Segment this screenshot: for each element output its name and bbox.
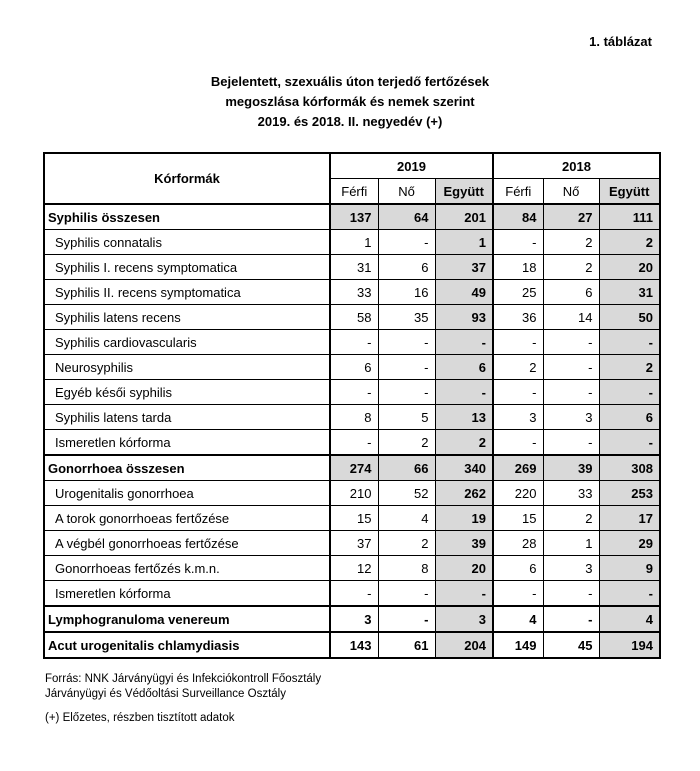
cell-2018-egyutt: 2	[599, 355, 660, 380]
table-row	[44, 581, 660, 607]
cell-2018-no: 2	[543, 230, 599, 255]
cell-2018-ferfi: 4	[493, 606, 543, 632]
cell-2018-ferfi: 25	[493, 280, 543, 305]
cell-2018-ferfi: -	[493, 230, 543, 255]
row-label: Gonorrhoea összesen	[44, 455, 330, 481]
cell-2018-ferfi: 18	[493, 255, 543, 280]
cell-2018-ferfi: 3	[493, 405, 543, 430]
header-egyutt: Együtt	[599, 179, 660, 205]
header-year-2018: 2018	[493, 153, 660, 179]
cell-2018-no: 14	[543, 305, 599, 330]
cell-2018-no: -	[543, 355, 599, 380]
cell-2019-no: 64	[378, 204, 435, 230]
table-row	[44, 531, 660, 556]
table-row	[44, 430, 660, 456]
cell-2018-no: 3	[543, 405, 599, 430]
cell-2019-no: 2	[378, 531, 435, 556]
cell-2018-egyutt: 9	[599, 556, 660, 581]
cell-2018-egyutt: -	[599, 430, 660, 456]
title-line-2: megoszlása kórformák és nemek szerint	[225, 94, 475, 109]
cell-2018-no: -	[543, 380, 599, 405]
header-egyutt: Együtt	[435, 179, 493, 205]
row-label: Syphilis I. recens symptomatica	[44, 255, 330, 280]
table-row	[44, 255, 660, 280]
cell-2018-ferfi: 28	[493, 531, 543, 556]
cell-2018-egyutt: 4	[599, 606, 660, 632]
row-label: A végbél gonorrhoeas fertőzése	[44, 531, 330, 556]
source-line-2: Járványügyi és Védőoltási Surveillance Osztály	[45, 688, 286, 700]
cell-2019-no: -	[378, 581, 435, 607]
header-ferfi: Férfi	[493, 179, 543, 205]
cell-2019-ferfi: 8	[330, 405, 378, 430]
table-row	[44, 632, 660, 658]
cell-2019-no: 8	[378, 556, 435, 581]
cell-2019-egyutt: -	[435, 581, 493, 607]
cell-2018-no: 39	[543, 455, 599, 481]
header-ferfi: Férfi	[330, 179, 378, 205]
cell-2019-no: 2	[378, 430, 435, 456]
cell-2019-egyutt: 39	[435, 531, 493, 556]
cell-2018-egyutt: 31	[599, 280, 660, 305]
cell-2019-egyutt: 262	[435, 481, 493, 506]
cell-2019-egyutt: 19	[435, 506, 493, 531]
table-row	[44, 380, 660, 405]
cell-2019-egyutt: 1	[435, 230, 493, 255]
cell-2018-egyutt: 194	[599, 632, 660, 658]
cell-2018-ferfi: -	[493, 581, 543, 607]
cell-2019-ferfi: 58	[330, 305, 378, 330]
row-label: Egyéb késői syphilis	[44, 380, 330, 405]
row-label: Syphilis connatalis	[44, 230, 330, 255]
cell-2018-egyutt: 2	[599, 230, 660, 255]
cell-2018-no: -	[543, 330, 599, 355]
cell-2018-egyutt: -	[599, 581, 660, 607]
cell-2019-no: -	[378, 355, 435, 380]
table-number: 1. táblázat	[589, 34, 652, 49]
row-label: Urogenitalis gonorrhoea	[44, 481, 330, 506]
cell-2018-ferfi: 6	[493, 556, 543, 581]
row-label: Syphilis latens tarda	[44, 405, 330, 430]
cell-2019-egyutt: 6	[435, 355, 493, 380]
cell-2019-egyutt: 20	[435, 556, 493, 581]
table-row	[44, 506, 660, 531]
cell-2018-ferfi: 220	[493, 481, 543, 506]
cell-2019-ferfi: 143	[330, 632, 378, 658]
table-row	[44, 355, 660, 380]
table-row	[44, 230, 660, 255]
cell-2019-egyutt: 340	[435, 455, 493, 481]
row-label: Syphilis latens recens	[44, 305, 330, 330]
row-label: Acut urogenitalis chlamydiasis	[44, 632, 330, 658]
cell-2019-egyutt: 13	[435, 405, 493, 430]
cell-2019-no: 6	[378, 255, 435, 280]
cell-2018-no: 33	[543, 481, 599, 506]
table-row	[44, 280, 660, 305]
cell-2018-egyutt: 253	[599, 481, 660, 506]
cell-2019-egyutt: 37	[435, 255, 493, 280]
cell-2019-egyutt: 49	[435, 280, 493, 305]
title-line-1: Bejelentett, szexuális úton terjedő fertőzések	[210, 74, 490, 89]
cell-2018-egyutt: -	[599, 330, 660, 355]
cell-2019-ferfi: -	[330, 430, 378, 456]
cell-2019-ferfi: -	[330, 380, 378, 405]
row-label: Ismeretlen kórforma	[44, 581, 330, 607]
cell-2018-no: 45	[543, 632, 599, 658]
cell-2019-ferfi: -	[330, 581, 378, 607]
cell-2019-ferfi: 12	[330, 556, 378, 581]
cell-2019-no: 35	[378, 305, 435, 330]
header-year-2019: 2019	[330, 153, 493, 179]
table-row	[44, 606, 660, 632]
cell-2018-no: 1	[543, 531, 599, 556]
cell-2018-no: -	[543, 430, 599, 456]
source-note	[45, 672, 321, 702]
cell-2019-egyutt: 3	[435, 606, 493, 632]
row-label: Syphilis cardiovascularis	[44, 330, 330, 355]
cell-2019-no: -	[378, 330, 435, 355]
table-row	[44, 455, 660, 481]
cell-2019-no: 61	[378, 632, 435, 658]
cell-2018-ferfi: -	[493, 430, 543, 456]
cell-2019-ferfi: 6	[330, 355, 378, 380]
cell-2018-ferfi: -	[493, 330, 543, 355]
cell-2018-egyutt: 29	[599, 531, 660, 556]
cell-2019-no: 4	[378, 506, 435, 531]
cell-2019-no: -	[378, 606, 435, 632]
table-row	[44, 305, 660, 330]
cell-2019-no: -	[378, 230, 435, 255]
cell-2018-ferfi: 269	[493, 455, 543, 481]
header-row-years	[44, 153, 660, 179]
cell-2019-ferfi: 37	[330, 531, 378, 556]
cell-2018-no: 6	[543, 280, 599, 305]
cell-2019-no: 66	[378, 455, 435, 481]
cell-2018-egyutt: 308	[599, 455, 660, 481]
cell-2018-no: -	[543, 606, 599, 632]
cell-2019-egyutt: -	[435, 380, 493, 405]
cell-2019-ferfi: 274	[330, 455, 378, 481]
cell-2018-ferfi: -	[493, 380, 543, 405]
source-line-1: Forrás: NNK Járványügyi és Infekciókontroll Főosztály	[45, 673, 322, 685]
table-row	[44, 330, 660, 355]
cell-2019-no: -	[378, 380, 435, 405]
cell-2019-no: 5	[378, 405, 435, 430]
cell-2018-no: 27	[543, 204, 599, 230]
cell-2018-egyutt: 6	[599, 405, 660, 430]
cell-2018-egyutt: 20	[599, 255, 660, 280]
row-label: Syphilis II. recens symptomatica	[44, 280, 330, 305]
cell-2018-ferfi: 84	[493, 204, 543, 230]
cell-2018-egyutt: 111	[599, 204, 660, 230]
cell-2019-egyutt: -	[435, 330, 493, 355]
table-row	[44, 556, 660, 581]
cell-2019-egyutt: 201	[435, 204, 493, 230]
cell-2019-ferfi: 3	[330, 606, 378, 632]
cell-2019-ferfi: -	[330, 330, 378, 355]
cell-2018-egyutt: 17	[599, 506, 660, 531]
row-label: Syphilis összesen	[44, 204, 330, 230]
data-table	[43, 152, 661, 659]
cell-2018-egyutt: -	[599, 380, 660, 405]
cell-2019-ferfi: 137	[330, 204, 378, 230]
cell-2018-egyutt: 50	[599, 305, 660, 330]
cell-2019-ferfi: 31	[330, 255, 378, 280]
table-row	[44, 204, 660, 230]
cell-2019-egyutt: 204	[435, 632, 493, 658]
cell-2019-ferfi: 1	[330, 230, 378, 255]
cell-2018-ferfi: 149	[493, 632, 543, 658]
cell-2018-no: -	[543, 581, 599, 607]
row-label: A torok gonorrhoeas fertőzése	[44, 506, 330, 531]
row-label: Lymphogranuloma venereum	[44, 606, 330, 632]
cell-2019-ferfi: 15	[330, 506, 378, 531]
table-row	[44, 481, 660, 506]
row-label: Gonorrhoeas fertőzés k.m.n.	[44, 556, 330, 581]
cell-2019-egyutt: 2	[435, 430, 493, 456]
footnote: (+) Előzetes, részben tisztított adatok	[45, 712, 235, 724]
cell-2019-ferfi: 33	[330, 280, 378, 305]
cell-2019-no: 52	[378, 481, 435, 506]
cell-2019-ferfi: 210	[330, 481, 378, 506]
table-title	[0, 72, 700, 132]
header-no: Nő	[543, 179, 599, 205]
header-no: Nő	[378, 179, 435, 205]
table-row	[44, 405, 660, 430]
cell-2018-no: 3	[543, 556, 599, 581]
header-category: Kórformák	[44, 153, 330, 204]
cell-2018-ferfi: 36	[493, 305, 543, 330]
cell-2018-no: 2	[543, 255, 599, 280]
row-label: Neurosyphilis	[44, 355, 330, 380]
cell-2019-no: 16	[378, 280, 435, 305]
cell-2018-no: 2	[543, 506, 599, 531]
title-line-3: 2019. és 2018. II. negyedév (+)	[257, 114, 443, 129]
cell-2019-egyutt: 93	[435, 305, 493, 330]
cell-2018-ferfi: 2	[493, 355, 543, 380]
cell-2018-ferfi: 15	[493, 506, 543, 531]
row-label: Ismeretlen kórforma	[44, 430, 330, 456]
